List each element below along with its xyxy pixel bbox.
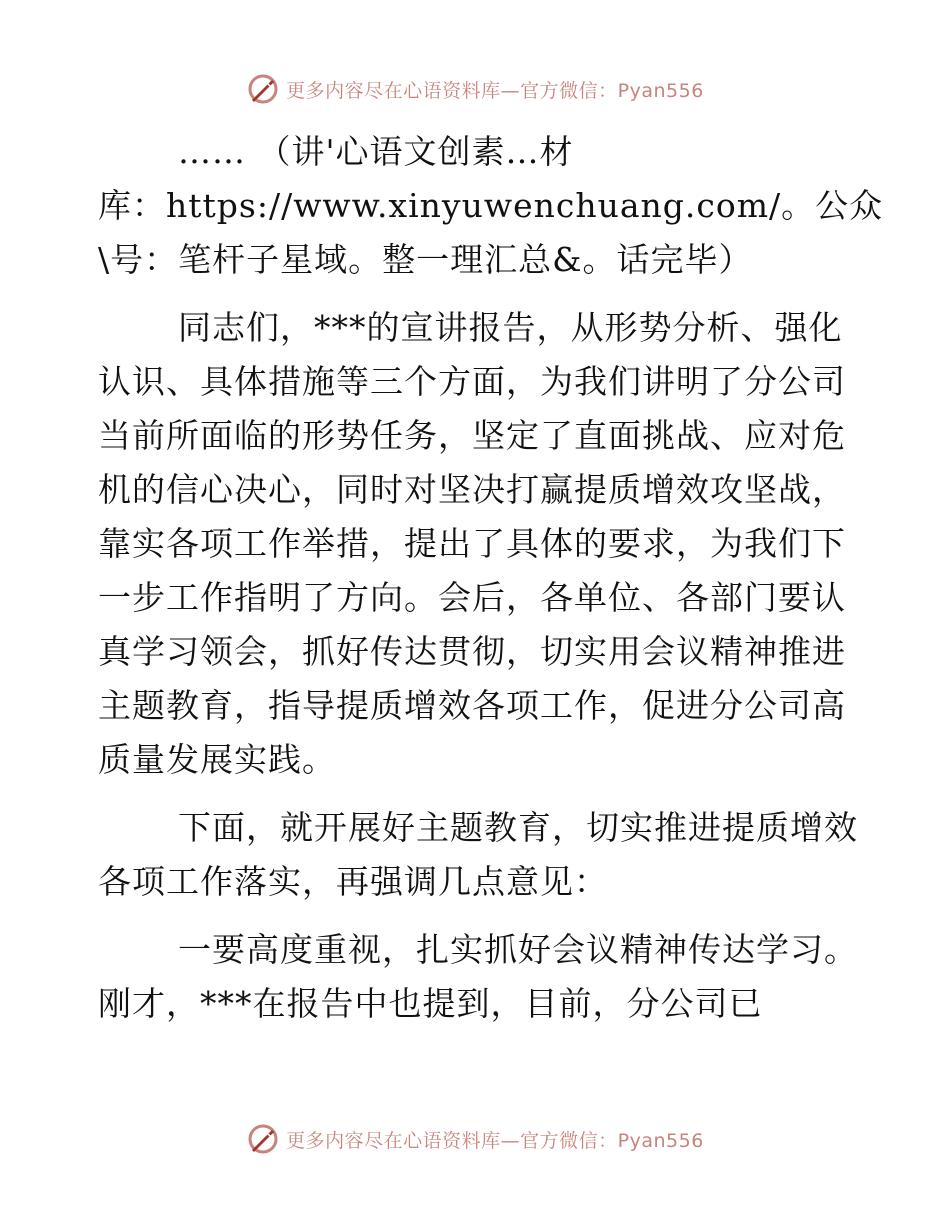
watermark-text: 更多内容尽在心语资料库—官方微信：Pyan556	[286, 1129, 704, 1152]
intro-text-cont	[98, 179, 884, 287]
paragraph-3: 一要高度重视，扎实抓好会议精神传达学习。刚才，***在报告中也提到，目前，分公司已	[98, 930, 858, 1023]
paragraph-2: 下面，就开展好主题教育，切实推进提质增效各项工作落实，再强调几点意见：	[98, 808, 858, 901]
intro-line: …… （讲'心语文创素…材	[178, 132, 574, 171]
intro-text	[98, 125, 858, 179]
watermark-footer	[0, 1122, 950, 1156]
pen-circle-icon	[246, 1122, 280, 1156]
watermark-header	[0, 72, 950, 106]
paragraph-1: 同志们，***的宣讲报告，从形势分析、强化认识、具体措施等三个方面，为我们讲明了分公司当前所面临的形势任务，坚定了直面挑战、应对危机的信心决心，同时对坚决打赢提质增效攻坚战，靠实各项工作举措，提出了具体的要求，为我们下一步工作指明了方向。会后，各单位、各部门要认真学习领会，抓好传达贯彻，切实用会议精神推进主题教育，指导提质增效各项工作，促进分公司高质量发展实践。	[98, 308, 846, 779]
watermark-text: 更多内容尽在心语资料库—官方微信：Pyan556	[286, 79, 704, 102]
document-body	[98, 125, 884, 1031]
pen-circle-icon	[246, 72, 280, 106]
intro-line: \号：笔杆子星域。整一理汇总&。话完毕）	[98, 240, 753, 279]
intro-line: 库：https://www.xinyuwenchuang.com/。公众	[98, 186, 884, 225]
